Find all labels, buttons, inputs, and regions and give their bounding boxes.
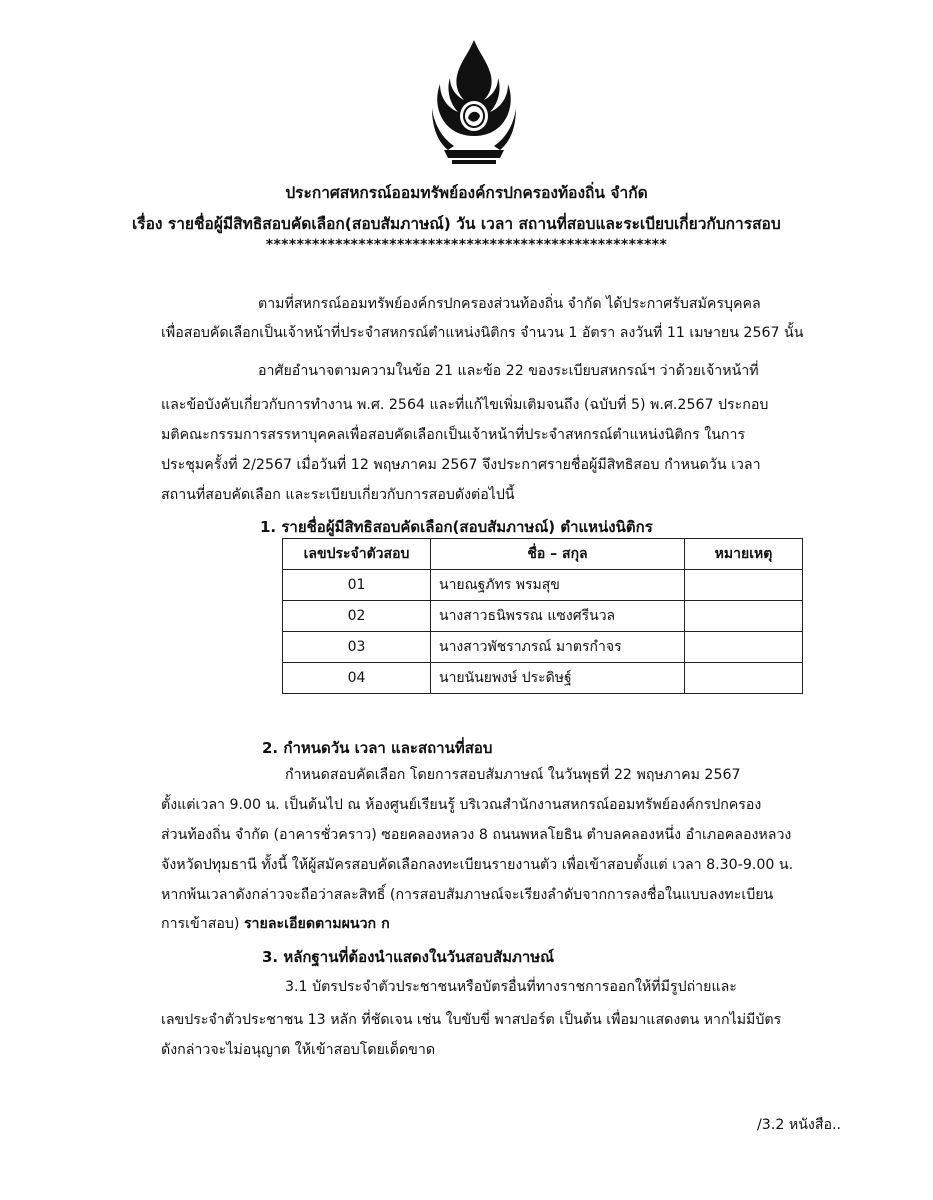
candidate-id: 03 — [283, 632, 431, 663]
column-header-name: ชื่อ – สกุล — [431, 539, 685, 570]
section2-last-line — [161, 917, 390, 931]
candidate-name: นางสาวพัชราภรณ์ มาตรกำจร — [431, 632, 685, 663]
candidate-name: นายนันยพงษ์ ประดิษฐ์ — [431, 663, 685, 694]
section2-line: ตั้งแต่เวลา 9.00 น. เป็นต้นไป ณ ห้องศูนย์เรียนรู้ บริเวณสำนักงานสหกรณ์ออมทรัพย์องค์กรปกครอง — [161, 797, 762, 813]
candidate-name: นางสาวธนิพรรณ แซงศรีนวล — [431, 601, 685, 632]
section3-line: เลขประจำตัวประชาชน 13 หลัก ที่ชัดเจน เช่น ใบขับขี่ พาสปอร์ต เป็นต้น เพื่อมาแสดงตน หากไม่มีบัตร — [161, 1012, 782, 1028]
intro-line: ตามที่สหกรณ์ออมทรัพย์องค์กรปกครองส่วนท้องถิ่น จำกัด ได้ประกาศรับสมัครบุคคล — [258, 296, 761, 312]
section2-line: ส่วนท้องถิ่น จำกัด (อาคารชั่วคราว) ซอยคลองหลวง 8 ถนนพหลโยธิน ตำบลคลองหนึ่ง อำเภอคลองหลวง — [161, 827, 792, 843]
title-divider: **************************************************** — [265, 237, 668, 253]
candidate-note — [685, 632, 803, 663]
candidate-id: 02 — [283, 601, 431, 632]
page-continuation: /3.2 หนังสือ.. — [757, 1117, 842, 1133]
candidate-id: 01 — [283, 570, 431, 601]
intro-line: และข้อบังคับเกี่ยวกับการทำงาน พ.ศ. 2564 และที่แก้ไขเพิ่มเติมจนถึง (ฉบับที่ 5) พ.ศ.2567 ประกอบ — [161, 397, 769, 413]
candidate-table — [282, 538, 803, 694]
section1-heading: 1. รายชื่อผู้มีสิทธิสอบคัดเลือก(สอบสัมภาษณ์) ตำแหน่งนิติกร — [260, 518, 653, 536]
table-row — [283, 632, 803, 663]
cooperative-emblem-logo — [428, 38, 520, 166]
announcement-subject: เรื่อง รายชื่อผู้มีสิทธิสอบคัดเลือก(สอบสัมภาษณ์) วัน เวลา สถานที่สอบและระเบียบเกี่ยวกับการสอบ — [132, 215, 781, 233]
section2-line: หากพ้นเวลาดังกล่าวจะถือว่าสละสิทธิ์ (การสอบสัมภาษณ์จะเรียงลำดับจากการลงชื่อในแบบลงทะเบียน — [161, 887, 774, 903]
intro-line: อาศัยอำนาจตามความในข้อ 21 และข้อ 22 ของระเบียบสหกรณ์ฯ ว่าด้วยเจ้าหน้าที่ — [258, 363, 759, 379]
section2-heading: 2. กำหนดวัน เวลา และสถานที่สอบ — [262, 739, 493, 757]
intro-line: สถานที่สอบคัดเลือก และระเบียบเกี่ยวกับการสอบดังต่อไปนี้ — [161, 487, 515, 503]
table-header-row — [283, 539, 803, 570]
section3-line: 3.1 บัตรประจำตัวประชาชนหรือบัตรอื่นที่ทางราชการออกให้ที่มีรูปถ่ายและ — [285, 979, 737, 995]
intro-line: ประชุมครั้งที่ 2/2567 เมื่อวันที่ 12 พฤษภาคม 2567 จึงประกาศรายชื่อผู้มีสิทธิสอบ กำหนดวัน เวลา — [161, 457, 761, 473]
section2-last-line-text: การเข้าสอบ) — [161, 916, 244, 932]
candidate-note — [685, 570, 803, 601]
section3-heading: 3. หลักฐานที่ต้องนำแสดงในวันสอบสัมภาษณ์ — [262, 948, 555, 966]
section2-line: กำหนดสอบคัดเลือก โดยการสอบสัมภาษณ์ ในวันพุธที่ 22 พฤษภาคม 2567 — [285, 767, 741, 783]
column-header-note: หมายเหตุ — [685, 539, 803, 570]
intro-line: มติคณะกรรมการสรรหาบุคคลเพื่อสอบคัดเลือกเป็นเจ้าหน้าที่ประจำสหกรณ์ตำแหน่งนิติกร ในการ — [161, 427, 746, 443]
table-row — [283, 601, 803, 632]
candidate-name: นายณฐภัทร พรมสุข — [431, 570, 685, 601]
section3-line: ดังกล่าวจะไม่อนุญาต ให้เข้าสอบโดยเด็ดขาด — [161, 1042, 436, 1058]
candidate-id: 04 — [283, 663, 431, 694]
column-header-id: เลขประจำตัวสอบ — [283, 539, 431, 570]
appendix-reference: รายละเอียดตามผนวก ก — [243, 916, 390, 932]
section2-line: จังหวัดปทุมธานี ทั้งนี้ ให้ผู้สมัครสอบคัดเลือกลงทะเบียนรายงานตัว เพื่อเข้าสอบตั้งแต่ เวลา 8.30-9.00 น. — [161, 857, 794, 873]
table-row — [283, 663, 803, 694]
intro-line: เพื่อสอบคัดเลือกเป็นเจ้าหน้าที่ประจำสหกรณ์ตำแหน่งนิติกร จำนวน 1 อัตรา ลงวันที่ 11 เมษายน 2567 นั้น — [161, 325, 804, 341]
announcement-title: ประกาศสหกรณ์ออมทรัพย์องค์กรปกครองท้องถิ่น จำกัด — [285, 184, 648, 202]
table-row — [283, 570, 803, 601]
candidate-note — [685, 663, 803, 694]
candidate-note — [685, 601, 803, 632]
